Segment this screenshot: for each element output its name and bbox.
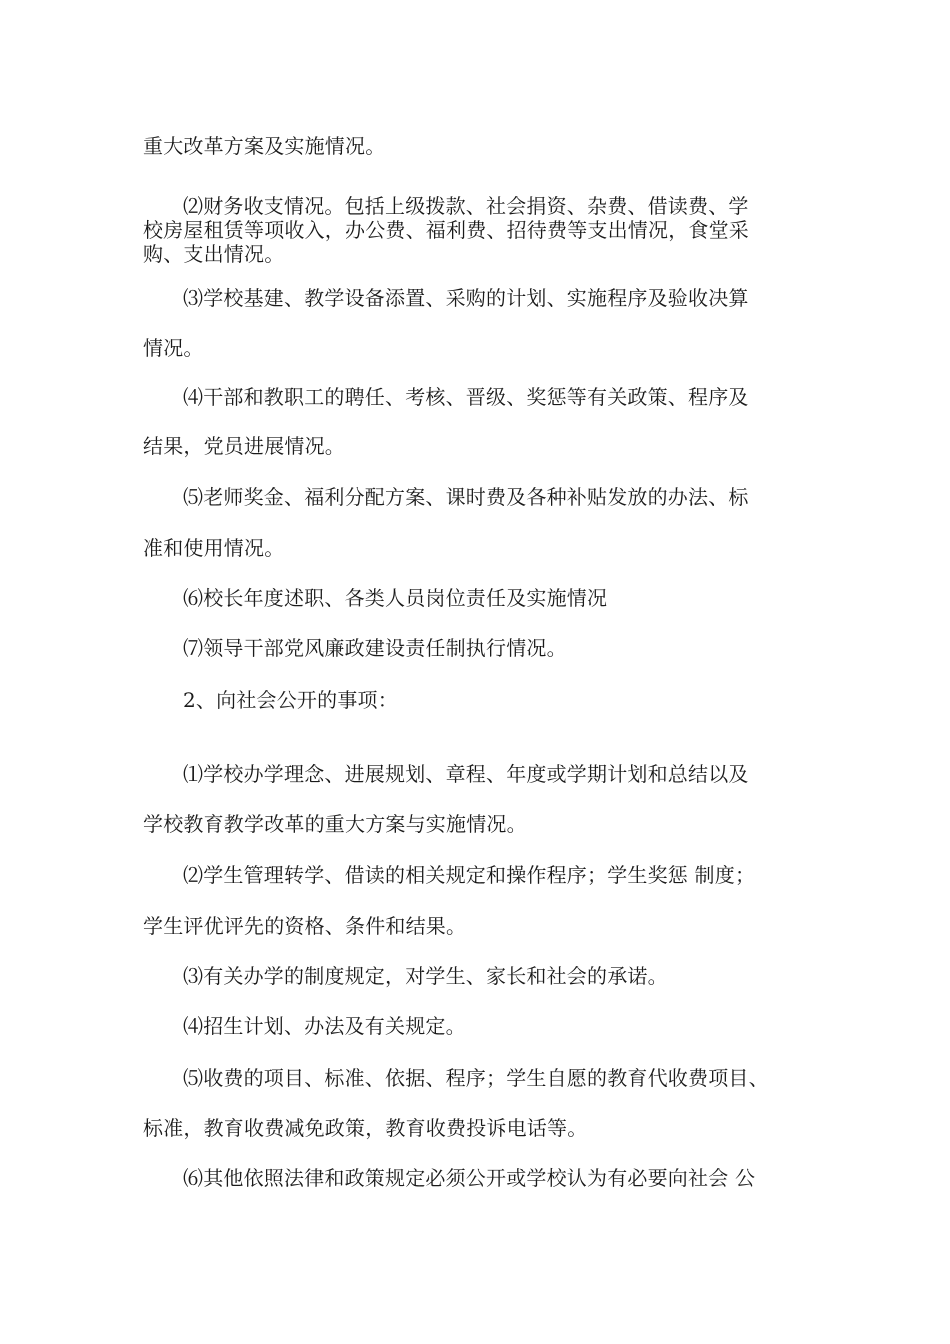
text-line: 学校教育教学改革的重大方案与实施情况。 (143, 812, 527, 836)
text-line: 校房屋租赁等项收入，办公费、福利费、招待费等支出情况，食堂采 (143, 218, 749, 242)
text-line: 购、支出情况。 (143, 242, 285, 266)
text-line: ⑷干部和教职工的聘任、考核、晋级、奖惩等有关政策、程序及 (183, 385, 749, 409)
text-line: 重大改革方案及实施情况。 (143, 134, 386, 158)
text-line: 情况。 (143, 336, 204, 360)
text-line: ⑷招生计划、办法及有关规定。 (183, 1014, 466, 1038)
text-line: ⑵财务收支情况。包括上级拨款、社会捐资、杂费、借读费、学 (183, 194, 749, 218)
text-line: ⑶有关办学的制度规定，对学生、家长和社会的承诺。 (183, 964, 668, 988)
text-line: 标准，教育收费减免政策，教育收费投诉电话等。 (143, 1116, 588, 1140)
text-line: ⑵学生管理转学、借读的相关规定和操作程序；学生奖惩 制度； (183, 863, 756, 887)
text-line: 准和使用情况。 (143, 536, 285, 560)
text-line: 学生评优评先的资格、条件和结果。 (143, 914, 467, 938)
text-line: ⑺领导干部党风廉政建设责任制执行情况。 (183, 636, 567, 660)
text-line: ⑹其他依照法律和政策规定必须公开或学校认为有必要向社会 公 (183, 1166, 756, 1190)
section-heading: 2、向社会公开的事项： (183, 688, 398, 712)
text-line: ⑸收费的项目、标准、依据、程序；学生自愿的教育代收费项目、 (183, 1066, 769, 1090)
text-line: ⑸老师奖金、福利分配方案、课时费及各种补贴发放的办法、标 (183, 485, 749, 509)
text-line: ⑴学校办学理念、进展规划、章程、年度或学期计划和总结以及 (183, 762, 749, 786)
text-line: ⑶学校基建、教学设备添置、采购的计划、实施程序及验收决算 (183, 286, 749, 310)
text-line: ⑹校长年度述职、各类人员岗位责任及实施情况 (183, 586, 608, 610)
text-line: 结果，党员进展情况。 (143, 434, 345, 458)
